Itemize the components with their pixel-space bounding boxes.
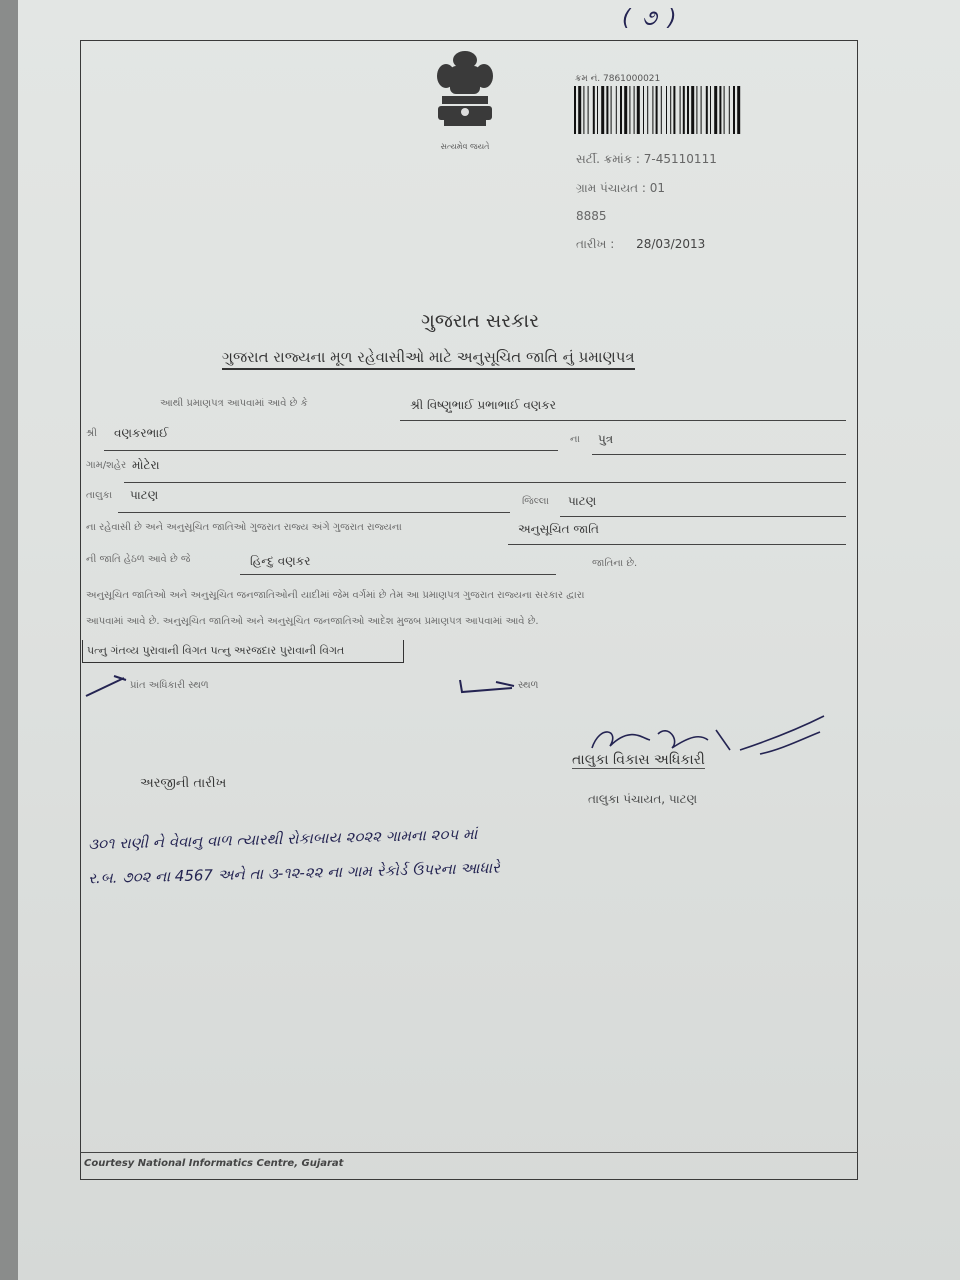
document-subtitle: ગુજરાત રાજ્યના મૂળ રહેવાસીઓ માટે અનુસૂચિત જાતિ નું પ્રમાણપત્ર bbox=[222, 348, 635, 370]
handwritten-note-line2: ર.બ. ૭૦૨ ના 4567 અને તા ૩-૧૨-૨૨ ના ગામ રેકોર્ડ ઉપરના આધારે bbox=[87, 858, 501, 888]
rule-row2 bbox=[124, 482, 846, 483]
officer-signature bbox=[580, 710, 830, 780]
intro-label: આથી પ્રમાણપત્ર આપવામાં આવે છે કે bbox=[160, 398, 308, 409]
row1-right-value: પુત્ર bbox=[598, 432, 614, 446]
rule-row1 bbox=[104, 450, 558, 451]
row4-value: અનુસૂચિત જાતિ bbox=[518, 522, 599, 536]
row2-label: ગામ/શહેર bbox=[86, 460, 127, 471]
application-date-label: અરજીની તારીખ bbox=[140, 776, 227, 791]
footer-divider bbox=[80, 1152, 858, 1153]
state-emblem bbox=[430, 46, 500, 150]
row5-value: હિન્દુ વણકર bbox=[250, 554, 311, 568]
row3-label: તાલુકા bbox=[86, 490, 113, 501]
barcode bbox=[572, 84, 744, 136]
rule-intro bbox=[400, 420, 846, 421]
rule-row3-right bbox=[560, 516, 846, 517]
row4-label: ના રહેવાસી છે અને અનુસૂચિત જાતિઓ ગુજરાત રાજ્ય અંગે ગુજરાત રાજ્યના bbox=[86, 522, 402, 533]
emblem-caption: સત્યમેવ જયતે bbox=[440, 142, 490, 151]
row3-value: પાટણ bbox=[130, 488, 159, 502]
issue-date-label: તારીખ : bbox=[576, 237, 615, 251]
row1-value: વણકરભાઈ bbox=[114, 426, 169, 440]
paragraph-line2: આપવામાં આવે છે. અનુસૂચિત જાતિઓ અને અનુસૂચિત જનજાતિઓ આદેશ મુજબ પ્રમાણપત્ર આપવામાં આવે છે. bbox=[86, 616, 539, 627]
evidence-note-box: પત્નુ ગંતવ્ય પુરાવાની વિગત પત્નુ અરજદાર પુરાવાની વિગત bbox=[82, 640, 404, 663]
document-title: ગુજરાત સરકાર bbox=[420, 310, 540, 332]
issue-date-value: 28/03/2013 bbox=[636, 237, 706, 251]
place-label: પ્રાંત અધિકારી સ્થળ bbox=[130, 680, 209, 691]
panchayat-code: ગ્રામ પંચાયત : 01 bbox=[576, 181, 666, 195]
reference-code: 8885 bbox=[576, 209, 607, 223]
row5-right-label: જાતિના છે. bbox=[592, 558, 638, 569]
row1-label: શ્રી bbox=[86, 428, 98, 439]
intro-value: શ્રી વિષ્ણુભાઈ પ્રભાભાઈ વણકર bbox=[410, 398, 556, 412]
tick-mark-icon bbox=[84, 670, 134, 704]
issue-date bbox=[576, 237, 705, 252]
row1-right-label: ના bbox=[570, 434, 580, 445]
row2-value: મોટેરા bbox=[132, 458, 160, 472]
row3-right-label: જિલ્લા bbox=[522, 496, 549, 507]
rule-row3 bbox=[118, 512, 510, 513]
rule-row4 bbox=[508, 544, 846, 545]
tick-mark-icon bbox=[456, 676, 520, 696]
paragraph-line1: અનુસૂચિત જાતિઓ અને અનુસૂચિત જનજાતિઓની યાદીમાં જેમ વર્ગમાં છે તેમ આ પ્રમાણપત્ર ગુજરાત રાજ્યના સરકાર દ્વારા bbox=[86, 590, 585, 601]
officer-title: તાલુકા વિકાસ અધિકારી bbox=[572, 752, 705, 768]
certificate-number: સર્ટી. ક્રમાંક : 7-45110111 bbox=[576, 152, 717, 166]
row5-label: ની જાતિ હેઠળ આવે છે જે bbox=[86, 554, 191, 565]
rule-row1-right bbox=[592, 454, 846, 455]
place-right: સ્થળ bbox=[518, 680, 539, 691]
barcode-label: ક્રમ નં. 7861000021 bbox=[575, 74, 661, 84]
certificate-border bbox=[80, 40, 858, 1180]
courtesy-footer: Courtesy National Informatics Centre, Gujarat bbox=[84, 1158, 344, 1169]
rule-row5 bbox=[240, 574, 556, 575]
handwritten-note-line1: ૩૦૧ રાણી ને વેવાનુ વાળ ત્યારથી રોકાબાય ૨૦૨૨ ગામના ૨૦૫ માં bbox=[87, 824, 478, 854]
office-name: તાલુકા પંચાયત, પાટણ bbox=[588, 792, 698, 806]
page-number: ( ૭ ) bbox=[622, 6, 679, 31]
row3-right-value: પાટણ bbox=[568, 494, 597, 508]
